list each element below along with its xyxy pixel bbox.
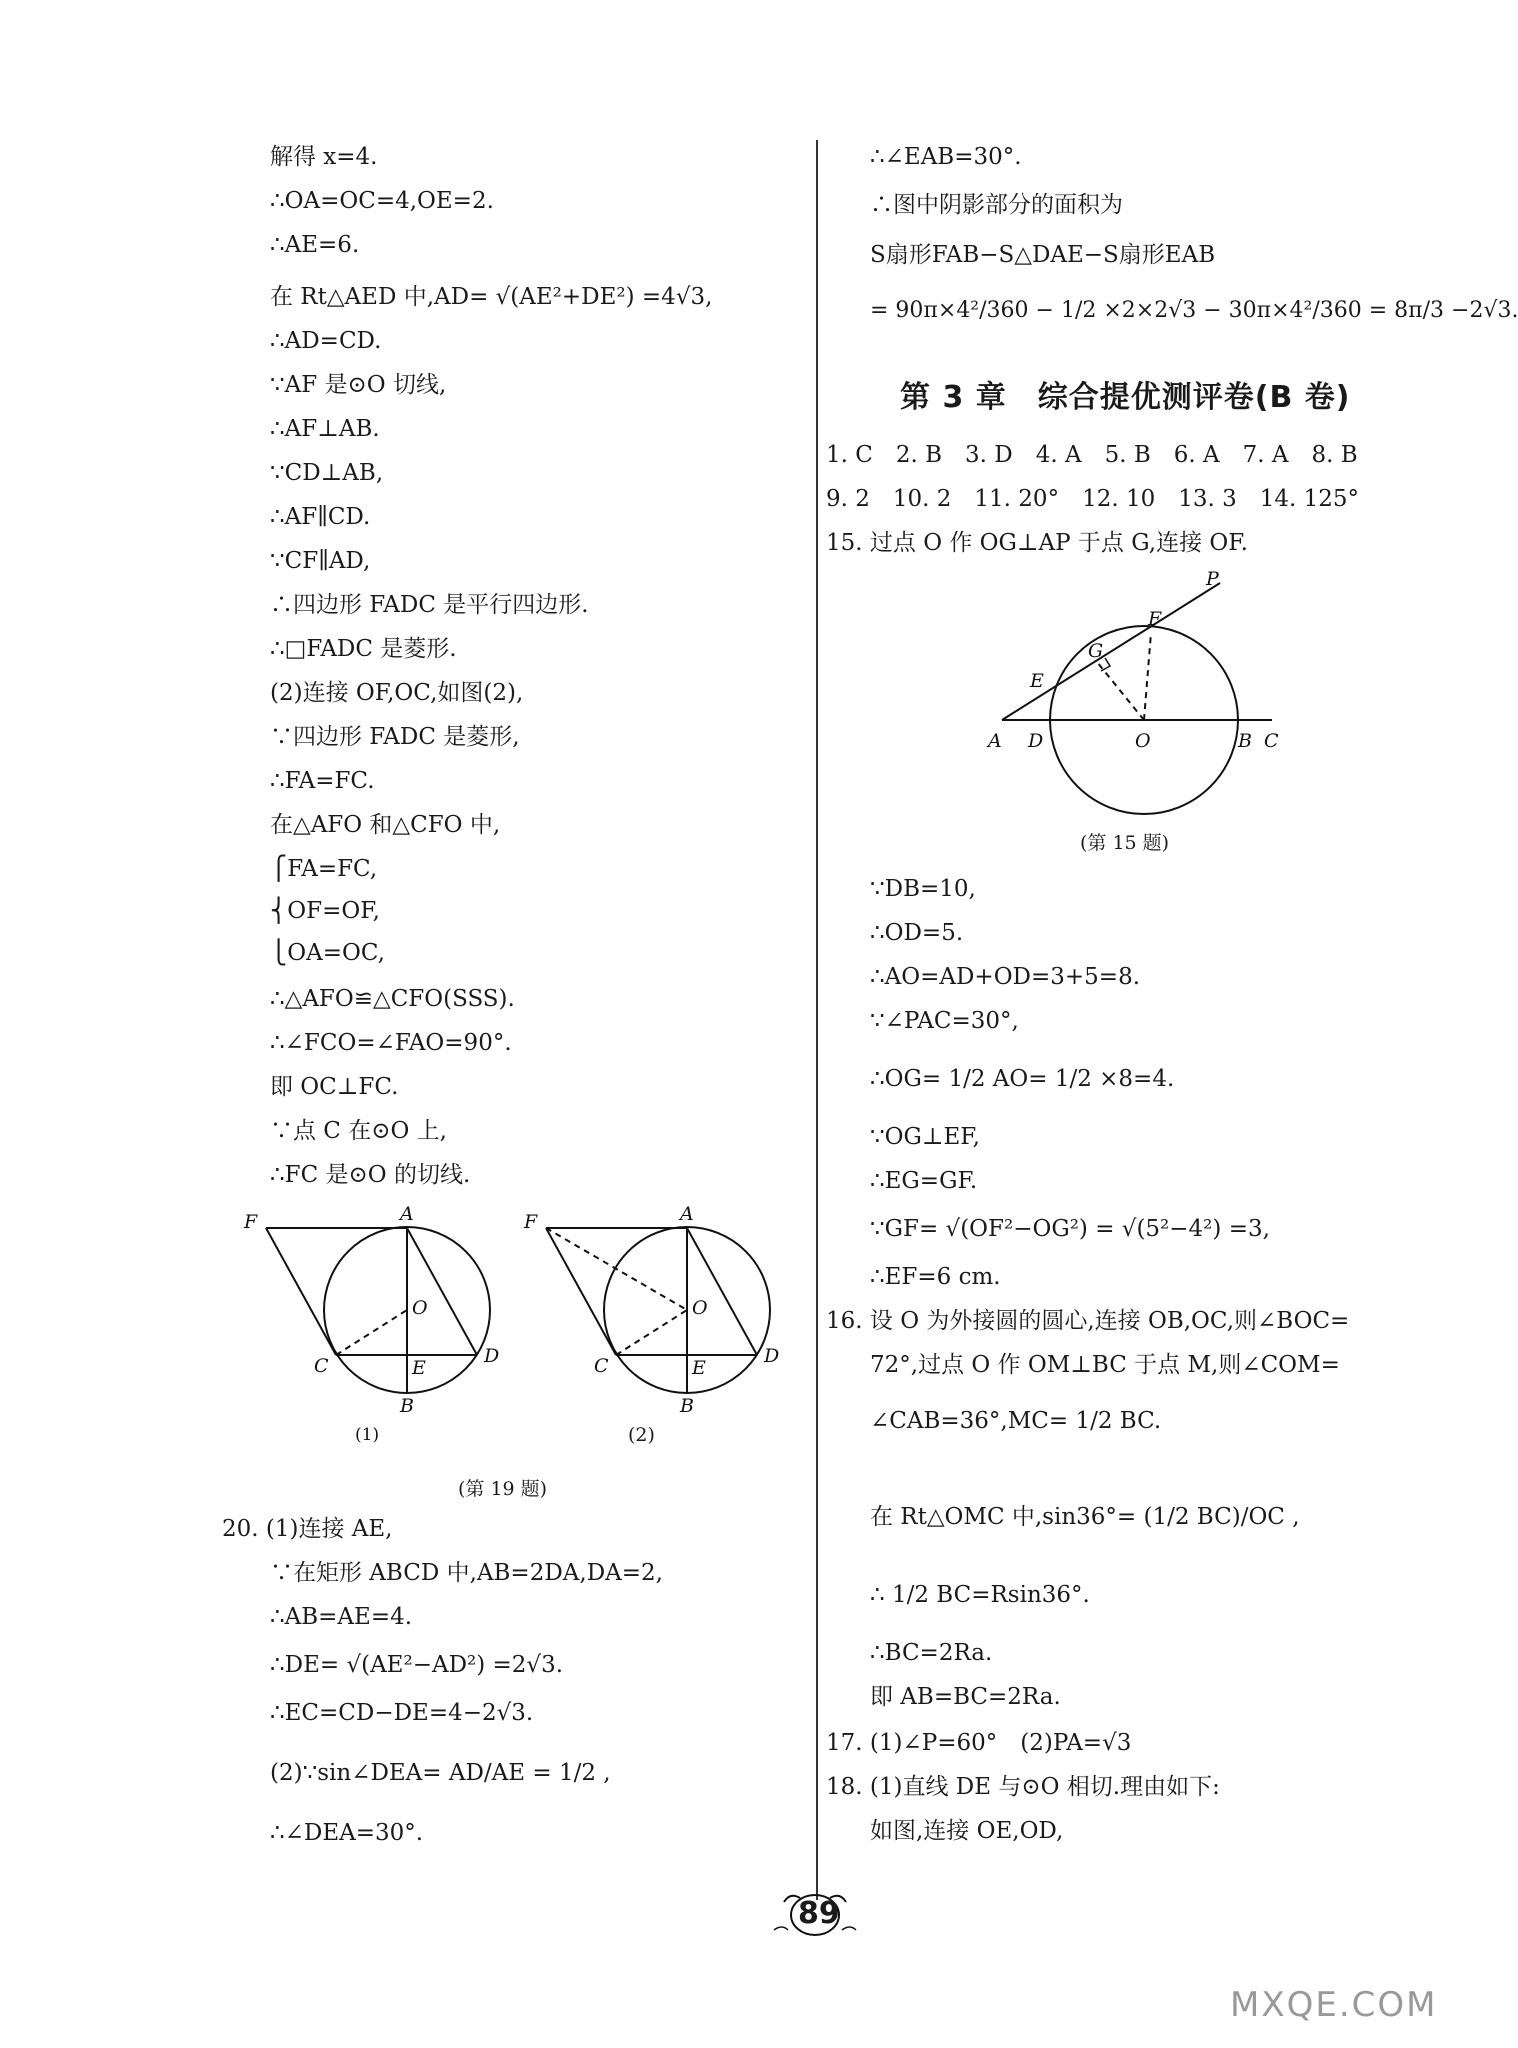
text-line: ∴AE=6. — [270, 232, 360, 258]
figure-19-sub-2: (2) — [628, 1424, 655, 1446]
text-line: ∵点 C 在⊙O 上, — [270, 1118, 447, 1144]
text-line: ∵四边形 FADC 是菱形, — [270, 724, 520, 750]
text-line: 17. (1)∠P=60° (2)PA=√3 — [826, 1730, 1132, 1756]
label-d-2: D — [764, 1345, 780, 1367]
text-line: ∴AO=AD+OD=3+5=8. — [870, 964, 1141, 990]
text-line: ∴AD=CD. — [270, 328, 382, 354]
text-line: ∵AF 是⊙O 切线, — [270, 372, 447, 398]
text-line: ∴OD=5. — [870, 920, 964, 946]
text-line: ∵DB=10, — [870, 876, 976, 902]
text-line: ∵GF= √(OF²−OG²) = √(5²−4²) =3, — [870, 1216, 1270, 1242]
text-line: ∴EC=CD−DE=4−2√3. — [270, 1700, 534, 1726]
label-c: C — [314, 1355, 329, 1377]
text-line: ∴BC=2Ra. — [870, 1640, 993, 1666]
label-c-2: C — [594, 1355, 609, 1377]
text-line: S扇形FAB−S△DAE−S扇形EAB — [870, 242, 1216, 268]
label-o: O — [1135, 730, 1151, 752]
text-line: ⎩OA=OC, — [270, 940, 385, 966]
text-line: 16. 设 O 为外接圆的圆心,连接 OB,OC,则∠BOC= — [826, 1308, 1350, 1334]
watermark: MXQE.COM — [1230, 1985, 1438, 2025]
page-number-text: 89 — [798, 1896, 840, 1931]
text-line: 即 AB=BC=2Ra. — [870, 1684, 1061, 1710]
label-e: E — [1030, 670, 1044, 692]
text-line: 如图,连接 OE,OD, — [870, 1818, 1064, 1844]
text-line: 解得 x=4. — [270, 144, 378, 170]
text-line: ∵在矩形 ABCD 中,AB=2DA,DA=2, — [270, 1560, 663, 1586]
text-line: 9. 2 10. 2 11. 20° 12. 10 13. 3 14. 125° — [826, 486, 1360, 512]
label-b: B — [1238, 730, 1252, 752]
label-b-2: B — [680, 1395, 694, 1417]
text-line: ∴∠DEA=30°. — [270, 1820, 424, 1846]
label-a-2: A — [680, 1203, 694, 1225]
label-f-2: F — [524, 1211, 538, 1233]
text-line: ∴OA=OC=4,OE=2. — [270, 188, 494, 214]
text-line: ∴EF=6 cm. — [870, 1264, 1001, 1290]
text-line: ∴图中阴影部分的面积为 — [870, 192, 1123, 218]
label-o: O — [412, 1297, 428, 1319]
text-line: ∴△AFO≌△CFO(SSS). — [270, 986, 515, 1012]
text-line: ∵CF∥AD, — [270, 548, 371, 574]
text-line: = 90π×4²/360 − 1/2 ×2×2√3 − 30π×4²/360 = 8π/3 −2√3. — [870, 298, 1518, 323]
column-divider — [816, 140, 818, 1900]
label-d: D — [1028, 730, 1044, 752]
text-line: ∴OG= 1/2 AO= 1/2 ×8=4. — [870, 1066, 1175, 1092]
text-line: 即 OC⊥FC. — [270, 1074, 399, 1100]
label-a: A — [988, 730, 1002, 752]
text-line: 1. C 2. B 3. D 4. A 5. B 6. A 7. A 8. B — [826, 442, 1358, 468]
text-line: ∴DE= √(AE²−AD²) =2√3. — [270, 1652, 564, 1678]
page-number — [770, 1888, 860, 1938]
text-line: ∵CD⊥AB, — [270, 460, 384, 486]
text-line: 在 Rt△OMC 中,sin36°= (1/2 BC)/OC , — [870, 1504, 1300, 1530]
label-a: A — [400, 1203, 414, 1225]
text-line: 15. 过点 O 作 OG⊥AP 于点 G,连接 OF. — [826, 530, 1248, 556]
text-line: ⎨OF=OF, — [270, 898, 380, 924]
figure-15-caption: (第 15 题) — [1080, 832, 1170, 854]
figure-19-part-1 — [266, 1227, 490, 1393]
label-f: F — [244, 1211, 258, 1233]
text-line: ∴AB=AE=4. — [270, 1604, 413, 1630]
label-p: P — [1206, 568, 1219, 590]
text-line: ∴AF∥CD. — [270, 504, 371, 530]
text-line: 在△AFO 和△CFO 中, — [270, 812, 501, 838]
text-line: ∴ 1/2 BC=Rsin36°. — [870, 1582, 1090, 1608]
text-line: (2)连接 OF,OC,如图(2), — [270, 680, 524, 706]
section-heading: 第 3 章 综合提优测评卷(B 卷) — [900, 380, 1351, 415]
label-c: C — [1264, 730, 1279, 752]
text-line: ∴AF⊥AB. — [270, 416, 380, 442]
text-line: 在 Rt△AED 中,AD= √(AE²+DE²) =4√3, — [270, 284, 713, 310]
text-line: ∠CAB=36°,MC= 1/2 BC. — [870, 1408, 1162, 1434]
label-g: G — [1088, 640, 1104, 662]
figure-15 — [980, 565, 1300, 855]
text-line: ∵∠PAC=30°, — [870, 1008, 1019, 1034]
label-d: D — [484, 1345, 500, 1367]
text-line: ∴∠EAB=30°. — [870, 144, 1022, 170]
label-o-2: O — [692, 1297, 708, 1319]
text-line: 72°,过点 O 作 OM⊥BC 于点 M,则∠COM= — [870, 1352, 1340, 1378]
figure-19 — [230, 1200, 790, 1445]
label-e: E — [412, 1357, 426, 1379]
figure-19-sub-1: (1) — [355, 1425, 380, 1445]
figure-19-part-2 — [546, 1227, 770, 1393]
text-line: ∴∠FCO=∠FAO=90°. — [270, 1030, 512, 1056]
text-line: ∴FA=FC. — [270, 768, 375, 794]
label-b: B — [400, 1395, 414, 1417]
text-line: ∴□FADC 是菱形. — [270, 636, 457, 662]
text-line: ∴EG=GF. — [870, 1168, 978, 1194]
label-f: F — [1148, 608, 1162, 630]
label-e-2: E — [692, 1357, 706, 1379]
text-line: 20. (1)连接 AE, — [222, 1516, 393, 1542]
text-line: ∴四边形 FADC 是平行四边形. — [270, 592, 589, 618]
text-line: (2)∵sin∠DEA= AD/AE = 1/2 , — [270, 1760, 611, 1786]
text-line: 18. (1)直线 DE 与⊙O 相切.理由如下: — [826, 1774, 1220, 1800]
text-line: ∴FC 是⊙O 的切线. — [270, 1162, 471, 1188]
figure-19-caption: (第 19 题) — [458, 1478, 548, 1500]
text-line: ⎧FA=FC, — [270, 856, 378, 882]
text-line: ∵OG⊥EF, — [870, 1124, 980, 1150]
